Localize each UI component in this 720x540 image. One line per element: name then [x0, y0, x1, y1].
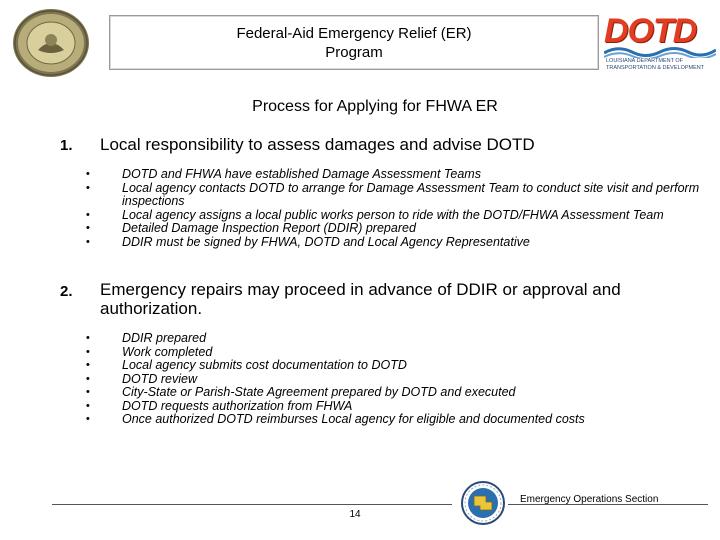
section-2-number: 2. [60, 283, 73, 300]
header-title-box [109, 15, 599, 70]
list-item: • City-State or Parish-State Agreement prepared by DOTD and executed [86, 385, 516, 399]
bullet-icon: • [86, 359, 90, 371]
bullet-icon: • [86, 372, 90, 385]
list-item: • Detailed Damage Inspection Report (DDIR) prepared [86, 221, 416, 235]
dotd-logo-word: DOTD [604, 12, 697, 50]
list-item: • DOTD requests authorization from FHWA [86, 398, 353, 413]
bullet-icon: • [86, 399, 90, 412]
dotd-logo-subtitle: LOUISIANA DEPARTMENT OF TRANSPORTATION & DEVELOPMENT [606, 58, 705, 71]
bullet-icon: • [86, 413, 90, 425]
bullet-icon: • [86, 181, 90, 194]
list-item: • DDIR must be signed by FHWA, DOTD and Local Agency Representative [86, 234, 530, 249]
dotd-logo [604, 14, 716, 76]
bullet-icon: • [86, 235, 90, 248]
state-seal-icon [8, 6, 94, 80]
bullet-icon: • [86, 386, 90, 398]
wave-icon [604, 44, 716, 58]
list-item: • Local agency contacts DOTD to arrange for Damage Assessment Team to conduct site visit and perform inspections [86, 180, 700, 208]
list-item: • Work completed [86, 344, 213, 359]
section-1-heading: Local responsibility to assess damages and advise DOTD [100, 135, 535, 154]
bullet-icon: • [86, 168, 90, 180]
footer-section-name: Emergency Operations Section [520, 494, 659, 505]
page-subtitle: Process for Applying for FHWA ER [252, 98, 498, 115]
bullet-icon: • [86, 208, 90, 221]
bullet-icon: • [86, 345, 90, 358]
list-item: • DDIR prepared [86, 331, 207, 345]
header-title-line1: Federal-Aid Emergency Relief (ER) [236, 24, 472, 42]
section-1-bullet-list [86, 167, 702, 249]
section-2-heading: Emergency repairs may proceed in advance of DDIR or approval and authorization. [100, 280, 621, 318]
list-item: • DOTD review [86, 371, 198, 386]
footer-divider [52, 504, 452, 505]
header-title-line2: Program [325, 43, 383, 61]
list-item: • DOTD and FHWA have established Damage Assessment Teams [86, 167, 481, 181]
section-1-number: 1. [60, 137, 73, 154]
list-item: • Once authorized DOTD reimburses Local agency for eligible and documented costs [86, 412, 585, 426]
list-item: • Local agency submits cost documentation to DOTD [86, 358, 407, 372]
section-2-bullet-list [86, 331, 702, 427]
emergency-operations-seal-icon [460, 480, 506, 526]
page-number: 14 [349, 509, 361, 520]
list-item: • Local agency assigns a local public works person to ride with the DOTD/FHWA Assessment Team [86, 207, 664, 222]
bullet-icon: • [86, 222, 90, 234]
bullet-icon: • [86, 332, 90, 344]
